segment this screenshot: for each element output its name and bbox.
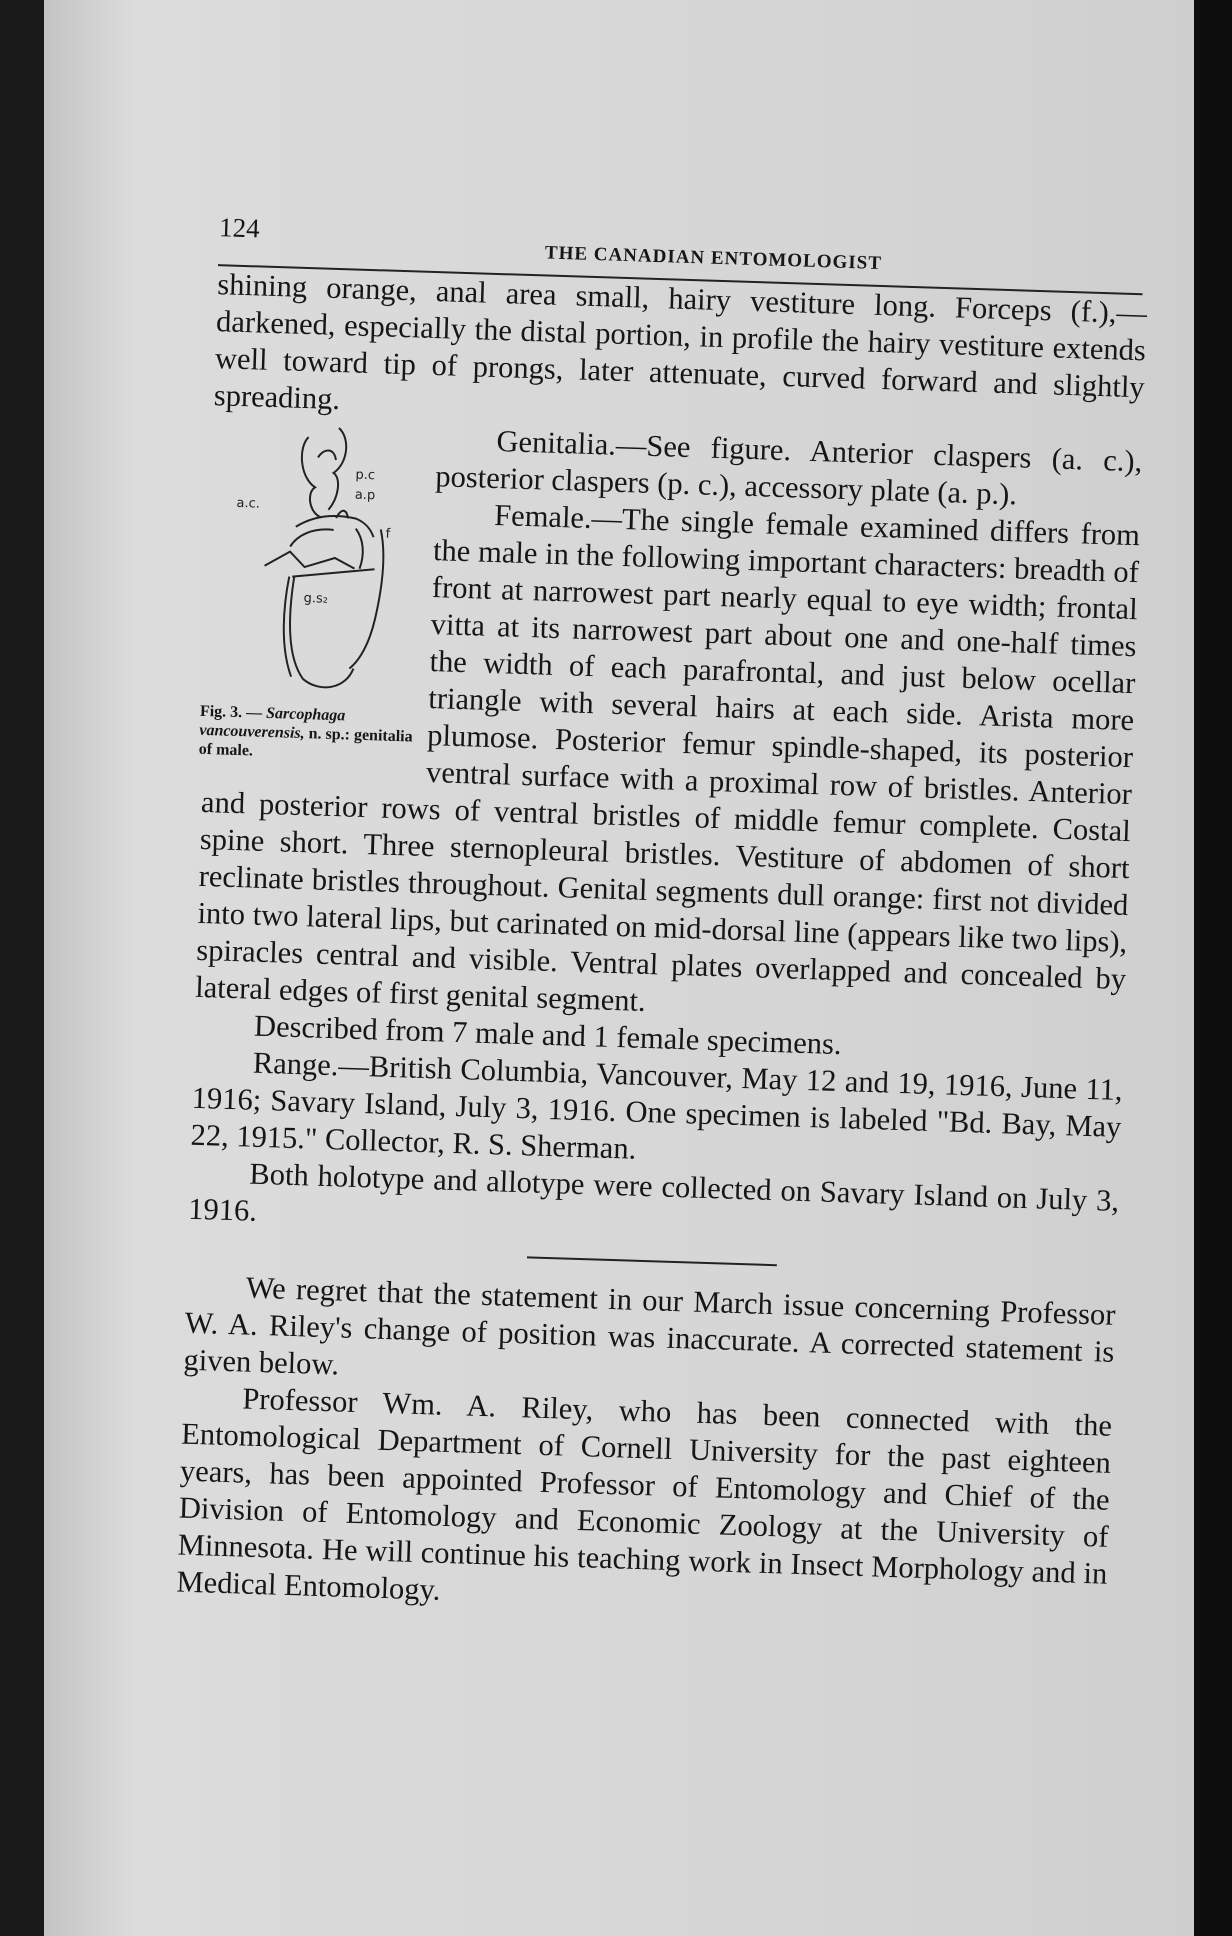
label-gs: g.s₂ [303,591,329,607]
article-body [106,264,1147,1630]
paragraph-holotype: Both holotype and allotype were collected on Savary Island on July 3, 1916. [187,1156,1120,1228]
book-spine [1194,0,1232,1936]
label-f: f [385,526,391,542]
running-head: THE CANADIAN ENTOMOLOGIST [544,242,883,275]
caption-species: Sarcophaga vancouverensis, [199,704,346,743]
label-pc: p.c [355,467,376,484]
paragraph-female: Female.—The single female examined differs from the male in the following important characters: breadth of front at narrowest part nearly equal to eye width; frontal vitta at its narrowest part about one and one-half times the width of each parafrontal, and just below ocellar triangle with several hairs at each side. Arista more plumose. Posterior femur spindle-shaped, its posterior ventral surface with a proximal row of bristles. Anterior and posterior rows of ventral bristles of middle femur complete. Costal spine short. Three sternopleural bristles. Vestiture of abdomen of short reclinate bristles throughout. Genital segments dull orange: first not divided into two lateral lips, but carinated on mid-dorsal line (appears like two lips), spiracles central and visible. Ventral plates overlapped and concealed by lateral edges of first genital segment. [194,497,1141,1018]
caption-prefix: Fig. 3. — [199,702,267,722]
genitalia-drawing [230,415,429,701]
paragraph-described: Described from 7 male and 1 female specimens. [253,1008,843,1062]
label-ac: a.c. [236,495,261,512]
paragraph-forceps: shining orange, anal area small, hairy vestiture long. Forceps (f.),—darkened, especially the distal portion, in profile the hairy vestiture extends well toward tip of prongs, later attenuate, curved forward and slightly spreading. [213,267,1148,417]
paragraph-correction: We regret that the statement in our March issue concerning Professor W. A. Riley's change of position was inaccurate. A corrected statement is given below. [183,1270,1116,1382]
genitalia-figure [198,414,429,771]
genitalia-section [195,414,1143,1035]
figure-caption [198,702,420,766]
section-divider [527,1256,777,1266]
caption-suffix: n. sp.: genitalia of male. [198,725,413,760]
paragraph-genitalia: Genitalia.—See figure. Anterior claspers (a. c.), posterior claspers (p. c.), accessory plate (a. p.). [434,424,1143,512]
paragraph-riley: Professor Wm. A. Riley, who has been connected with the Entomological Department of Cornell University for the past eighteen years, has been appointed Professor of Entomology and Chief of the Division of Entomology and Economic Zoology at the University of Minnesota. He will continue his teaching work in Insect Morphology and in Medical Entomology. [176,1381,1113,1607]
label-ap: a.p [354,487,376,504]
paragraph-range: Range.—British Columbia, Vancouver, May 12 and 19, 1916, June 11, 1916; Savary Island, July 3, 1916. One specimen is labeled "Bd. Bay, May 22, 1915." Collector, R. S. Sherman. [190,1045,1124,1166]
page-number: 124 [218,212,261,244]
page-content [106,200,1149,1630]
